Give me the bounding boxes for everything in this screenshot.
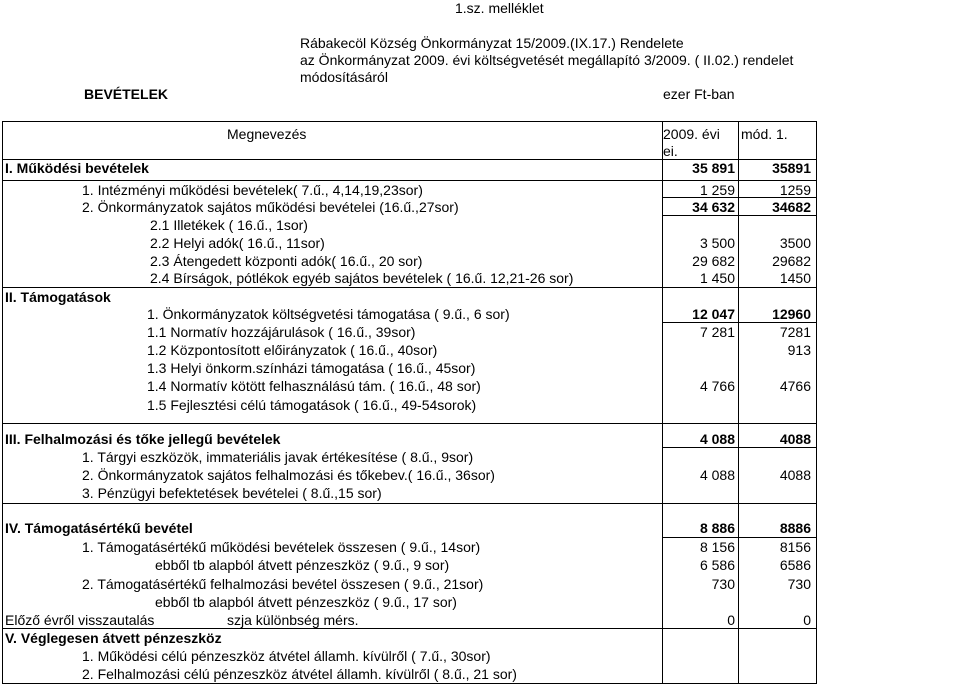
row-value-original: 1 259 [699,182,735,198]
row-value-original: 4 088 [699,467,735,483]
row-label-secondary: szja különbség mérs. [227,612,359,628]
row-label: II. Támogatások [5,289,111,305]
row-value-original: 0 [727,612,735,628]
row-value-modified: 34682 [772,199,811,215]
row-label: Előző évről visszautalás [5,612,155,628]
row-label: 2.3 Átengedett központi adók( 16.ű., 20 sor) [150,253,423,269]
row-value-modified: 35891 [772,160,811,176]
row-divider [2,628,817,629]
row-divider [662,537,817,538]
row-value-modified: 1259 [779,182,811,198]
row-label: 2. Önkormányzatok sajátos működési bevételei (16.ű.,27sor) [82,199,459,215]
row-label: 1. Támogatásértékű működési bevételek összesen ( 9.ű., 14sor) [82,539,481,555]
row-value-modified: 730 [787,576,811,592]
row-value-original: 3 500 [699,235,735,251]
row-label: 1.2 Központosított előirányzatok ( 16.ű., 40sor) [147,342,438,358]
row-label: 3. Pénzügyi befektetések bevételei ( 8.ű.,15 sor) [82,485,382,501]
row-label: 1. Működési célú pénzeszköz átvétel államh. kívülről ( 7.ű., 30sor) [82,648,491,664]
row-value-original: 730 [711,576,735,592]
row-label: 1.4 Normatív kötött felhasználású tám. ( 16.ű., 48 sor) [147,378,481,394]
row-divider [2,180,817,181]
row-label: 2.2 Helyi adók( 16.ű., 11sor) [150,235,325,251]
row-label: 2.1 Illetékek ( 16.ű., 1sor) [150,217,308,233]
row-divider [2,503,817,504]
row-value-modified: 1450 [779,270,811,286]
title-line-1: Rábakecöl Község Önkormányzat 15/2009.(IX.17.) Rendelete [300,35,684,51]
row-value-original: 1 450 [699,270,735,286]
row-value-modified: 6586 [779,557,811,573]
row-label: 2.4 Bírságok, pótlékok egyéb sajátos bevételek ( 16.ű. 12,21-26 sor) [150,270,574,286]
table-top-border [2,121,817,122]
table-right-border [816,121,817,683]
row-label: 1. Önkormányzatok költségvetési támogatása ( 9.ű., 6 sor) [147,306,510,322]
row-label: I. Működési bevételek [5,160,149,176]
row-label: III. Felhalmozási és tőke jellegű bevételek [5,431,281,447]
row-value-original: 7 281 [699,324,735,340]
row-divider [662,447,817,448]
row-value-original: 4 088 [699,431,735,447]
row-divider [662,197,817,198]
row-value-modified: 8156 [779,539,811,555]
row-label: 2. Felhalmozási célú pénzeszköz átvétel államh. kívülről ( 8.ű., 21 sor) [82,666,517,682]
title-line-3: módosításáról [300,69,388,85]
row-label: 2. Önkormányzatok sajátos felhalmozási és tőkebev.( 16.ű., 36sor) [82,467,495,483]
row-label: 1. Intézményi működési bevételek( 7.ű., 4,14,19,23sor) [82,182,423,198]
row-value-modified: 913 [787,342,811,358]
row-label: ebből tb alapból átvett pénzeszköz ( 9.ű., 17 sor) [155,594,457,610]
row-value-modified: 0 [803,612,811,628]
col-header-original-2: ei. [663,143,678,159]
row-divider [2,423,817,424]
title-line-2: az Önkormányzat 2009. évi költségvetését megállapító 3/2009. ( II.02.) rendelet [300,52,794,68]
row-value-original: 29 682 [692,253,735,269]
table-left-border [2,121,3,683]
row-label: 1.5 Fejlesztési célú támogatások ( 16.ű., 49-54sorok) [147,397,477,413]
row-value-modified: 7281 [779,324,811,340]
col-header-name: Megnevezés [227,126,307,142]
annex-label: 1.sz. melléklet [455,0,544,16]
row-value-modified: 4088 [779,467,811,483]
row-value-modified: 8886 [779,520,811,536]
row-value-original: 8 156 [699,539,735,555]
row-label: 1. Tárgyi eszközök, immateriális javak értékesítése ( 8.ű., 9sor) [82,449,474,465]
row-label: IV. Támogatásértékű bevétel [5,520,193,536]
row-value-modified: 29682 [772,253,811,269]
row-divider [662,322,817,323]
table-bottom-border [2,683,817,684]
row-divider [2,287,817,288]
row-label: ebből tb alapból átvett pénzeszköz ( 9.ű., 9 sor) [155,557,450,573]
row-value-original: 6 586 [699,557,735,573]
row-label: V. Véglegesen átvett pénzeszköz [5,630,222,646]
col-header-modified: mód. 1. [741,126,788,142]
col-header-original: 2009. évi [663,126,720,142]
row-label: 1.1 Normatív hozzájárulások ( 16.ű., 39sor) [147,324,416,340]
unit-label: ezer Ft-ban [663,86,735,102]
row-value-modified: 4088 [779,431,811,447]
row-label: 1.3 Helyi önkorm.színházi támogatása ( 16.ű., 45sor) [147,360,476,376]
row-value-modified: 12960 [772,306,811,322]
row-value-original: 8 886 [699,520,735,536]
section-title: BEVÉTELEK [84,86,169,102]
row-value-original: 4 766 [699,378,735,394]
row-divider [662,215,817,216]
row-value-modified: 4766 [779,378,811,394]
row-value-original: 12 047 [692,306,735,322]
row-value-original: 34 632 [692,199,735,215]
row-value-modified: 3500 [779,235,811,251]
row-label: 2. Támogatásértékű felhalmozási bevétel összesen ( 9.ű., 21sor) [82,576,484,592]
row-value-original: 35 891 [692,160,735,176]
